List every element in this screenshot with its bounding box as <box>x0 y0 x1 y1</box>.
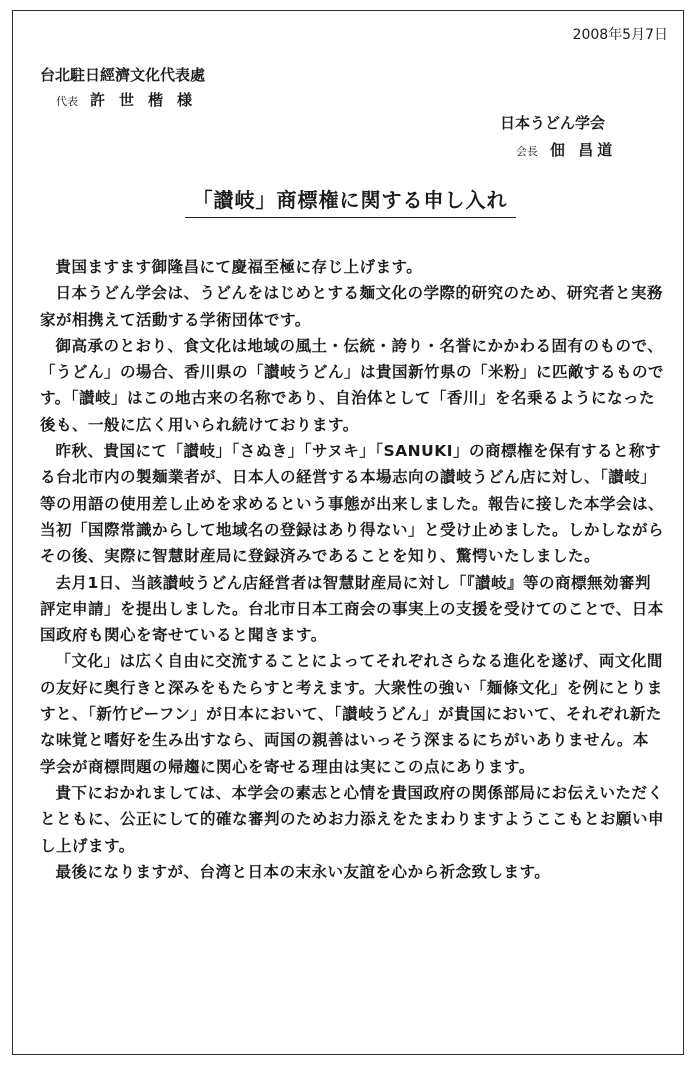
recipient-honorific: 様 <box>177 91 193 109</box>
recipient-person <box>40 89 205 110</box>
paragraph-4: 昨秋、貴国にて「讃岐」「さぬき」「サヌキ」「SANUKI」の商標権を保有すると称する台北市内の製麺業者が、日本人の経営する本場志向の讃岐うどん店に対し、「讃岐」等の用語の使用差し止めを求めるという事態が出来しました。報告に接した本学会は、当初「国際常識からして地域名の登録はあり得ない」と受け止めました。しかしながらその後、実際に智慧財産局に登録済みであることを知り、驚愕いたしました。 <box>40 442 665 566</box>
paragraph-8: 最後になりますが、台湾と日本の末永い友誼を心から祈念致します。 <box>55 862 551 881</box>
recipient-title: 代表 <box>56 95 78 108</box>
recipient-block <box>40 64 205 110</box>
letter-heading: 「讃岐」商標権に関する申し入れ <box>185 184 516 218</box>
paragraph-3: 御高承のとおり、食文化は地域の風土・伝統・誇り・名誉にかかわる固有のもので、「うどん」の場合、香川県の「讃岐うどん」は貴国新竹県の「米粉」に匹敵するものです。「讃岐」はこの地古来の名称であり、自治体として「香川」を名乗るようになった後も、一般に広く用いられ続けております。 <box>40 336 665 434</box>
letter-body <box>40 254 664 885</box>
recipient-organization: 台北駐日經濟文化代表處 <box>40 66 206 84</box>
paragraph-5: 去月1日、当該讃岐うどん店経営者は智慧財産局に対し「『讃岐』等の商標無効審判評定申請」を提出しました。台北市日本工商会の事実上の支援を受けてのことで、日本国政府も関心を寄せていると聞きます。 <box>40 573 664 645</box>
paragraph-1: 貴国ますます御隆昌にて慶福至極に存じ上げます。 <box>55 258 423 276</box>
heading-wrapper <box>0 184 700 218</box>
sender-organization: 日本うどん学会 <box>500 114 606 132</box>
sender-name: 佃 昌道 <box>550 141 617 159</box>
sender-title: 会長 <box>516 145 538 158</box>
sender-block <box>500 112 616 160</box>
letter-date: 2008年5月7日 <box>572 27 668 43</box>
paragraph-7: 貴下におかれましては、本学会の素志と心情を貴国政府の関係部局にお伝えいただくとともに、公正にして的確な審判のためお力添えをたまわりますようここもとお願い申し上げます。 <box>40 783 665 855</box>
sender-person <box>500 139 616 160</box>
paragraph-6: 「文化」は広く自由に交流することによってそれぞれさらなる進化を遂げ、両文化間の友好に奥行きと深みをもたらすと考えます。大衆性の強い「麺條文化」を例にとりますと、「新竹ビーフン」が日本において、「讃岐うどん」が貴国において、それぞれ新たな味覚と嗜好を生み出すなら、両国の親善はいっそう深まるにちがいありません。本学会が商標問題の帰趨に関心を寄せる理由は実にこの点にあります。 <box>40 652 663 776</box>
paragraph-2: 日本うどん学会は、うどんをはじめとする麺文化の学際的研究のため、研究者と実務家が相携えて活動する学術団体です。 <box>40 284 663 329</box>
recipient-name: 許世楷 <box>90 91 178 109</box>
